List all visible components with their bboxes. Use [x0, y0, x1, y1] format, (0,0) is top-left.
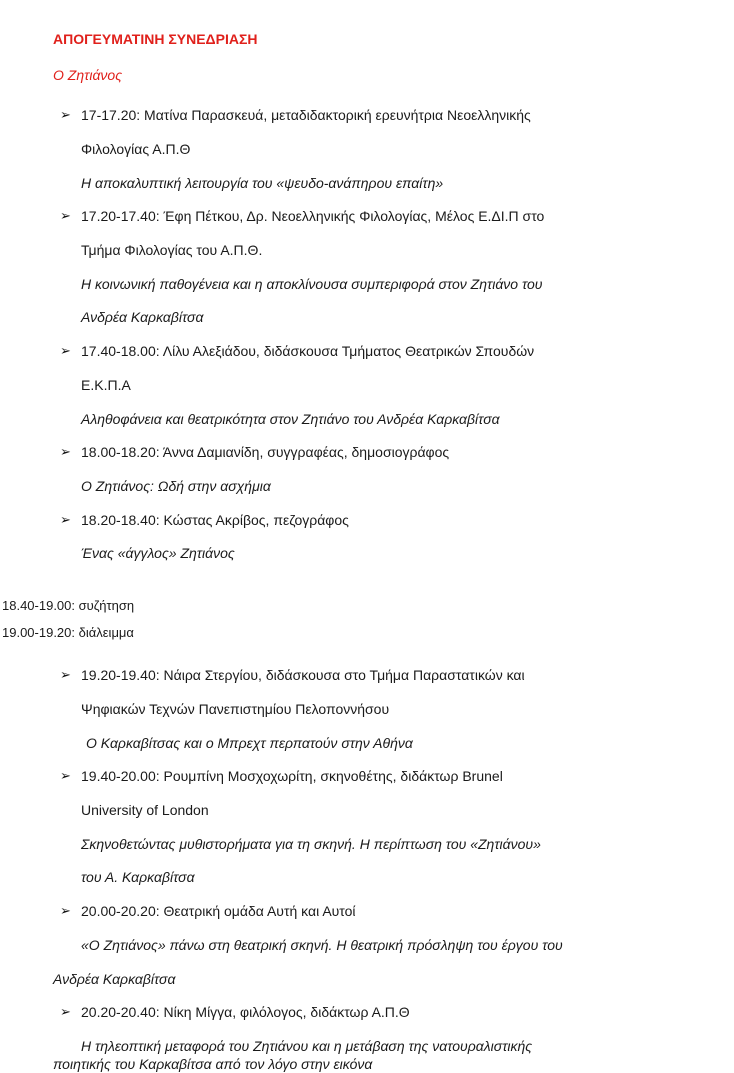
talk-title: Ο Καρκαβίτσας και ο Μπρεχτ περπατούν στην Αθήνα: [86, 735, 413, 751]
break-line: 18.40-19.00: συζήτηση: [2, 598, 135, 613]
subtitle: Ο Ζητιάνος: [53, 67, 123, 83]
talk-title: Η τηλεοπτική μεταφορά του Ζητιάνου και η μετάβαση της νατουραλιστικής: [81, 1038, 533, 1054]
talk-title: Σκηνοθετώντας μυθιστορήματα για τη σκηνή. Η περίπτωση του «Ζητιάνου»: [81, 836, 541, 852]
talk-title: Η αποκαλυπτική λειτουργία του «ψευδο-ανάπηρου επαίτη»: [81, 175, 444, 191]
break-line: 19.00-19.20: διάλειμμα: [2, 625, 134, 640]
talk-title: Αληθοφάνεια και θεατρικότητα στον Ζητιάνο του Ανδρέα Καρκαβίτσα: [81, 411, 500, 427]
talk-title: του Α. Καρκαβίτσα: [81, 869, 195, 885]
heading: ΑΠΟΓΕΥΜΑΤΙΝΗ ΣΥΝΕΔΡΙΑΣΗ: [53, 31, 258, 47]
talk-line: 19.40-20.00: Ρουμπίνη Μοσχοχωρίτη, σκηνοθέτης, διδάκτωρ Brunel: [81, 768, 503, 784]
bullet-arrow-icon: ➢: [60, 208, 71, 223]
bullet-arrow-icon: ➢: [60, 444, 71, 459]
bullet-arrow-icon: ➢: [60, 1004, 71, 1019]
talk-line: 17.40-18.00: Λίλυ Αλεξιάδου, διδάσκουσα Τμήματος Θεατρικών Σπουδών: [81, 343, 535, 359]
talk-line: 18.00-18.20: Άννα Δαμιανίδη, συγγραφέας, δημοσιογράφος: [81, 444, 450, 460]
talk-line: 20.00-20.20: Θεατρική ομάδα Αυτή και Αυτοί: [81, 903, 356, 919]
talk-line: Ε.Κ.Π.Α: [81, 377, 131, 393]
talk-title: Ο Ζητιάνος: Ωδή στην ασχήμια: [81, 478, 271, 494]
talk-title: Ένας «άγγλος» Ζητιάνος: [81, 545, 235, 561]
talk-line: Τμήμα Φιλολογίας του Α.Π.Θ.: [81, 242, 263, 258]
talk-line: 19.20-19.40: Νάιρα Στεργίου, διδάσκουσα στο Τμήμα Παραστατικών και: [81, 667, 525, 683]
talk-line: 17-17.20: Ματίνα Παρασκευά, μεταδιδακτορική ερευνήτρια Νεοελληνικής: [81, 107, 531, 123]
bullet-arrow-icon: ➢: [60, 768, 71, 783]
bullet-arrow-icon: ➢: [60, 343, 71, 358]
talk-line: 20.20-20.40: Νίκη Μίγγα, φιλόλογος, διδάκτωρ Α.Π.Θ: [81, 1004, 410, 1020]
bullet-arrow-icon: ➢: [60, 107, 71, 122]
bullet-arrow-icon: ➢: [60, 667, 71, 682]
talk-title: Ανδρέα Καρκαβίτσα: [53, 971, 176, 987]
talk-line: 17.20-17.40: Έφη Πέτκου, Δρ. Νεοελληνικής Φιλολογίας, Μέλος Ε.ΔΙ.Π στο: [81, 208, 545, 224]
bullet-arrow-icon: ➢: [60, 512, 71, 527]
talk-title: Ανδρέα Καρκαβίτσα: [81, 309, 204, 325]
talk-line: Φιλολογίας Α.Π.Θ: [81, 141, 191, 157]
talk-line: Ψηφιακών Τεχνών Πανεπιστημίου Πελοποννήσου: [81, 701, 390, 717]
talk-title: Η κοινωνική παθογένεια και η αποκλίνουσα συμπεριφορά στον Ζητιάνο του: [81, 276, 543, 292]
talk-title: ποιητικής του Καρκαβίτσα από τον λόγο στην εικόνα: [53, 1056, 373, 1072]
talk-title: «Ο Ζητιάνος» πάνω στη θεατρική σκηνή. Η θεατρική πρόσληψη του έργου του: [81, 937, 563, 953]
talk-line: University of London: [81, 802, 209, 818]
talk-line: 18.20-18.40: Κώστας Ακρίβος, πεζογράφος: [81, 512, 349, 528]
bullet-arrow-icon: ➢: [60, 903, 71, 918]
